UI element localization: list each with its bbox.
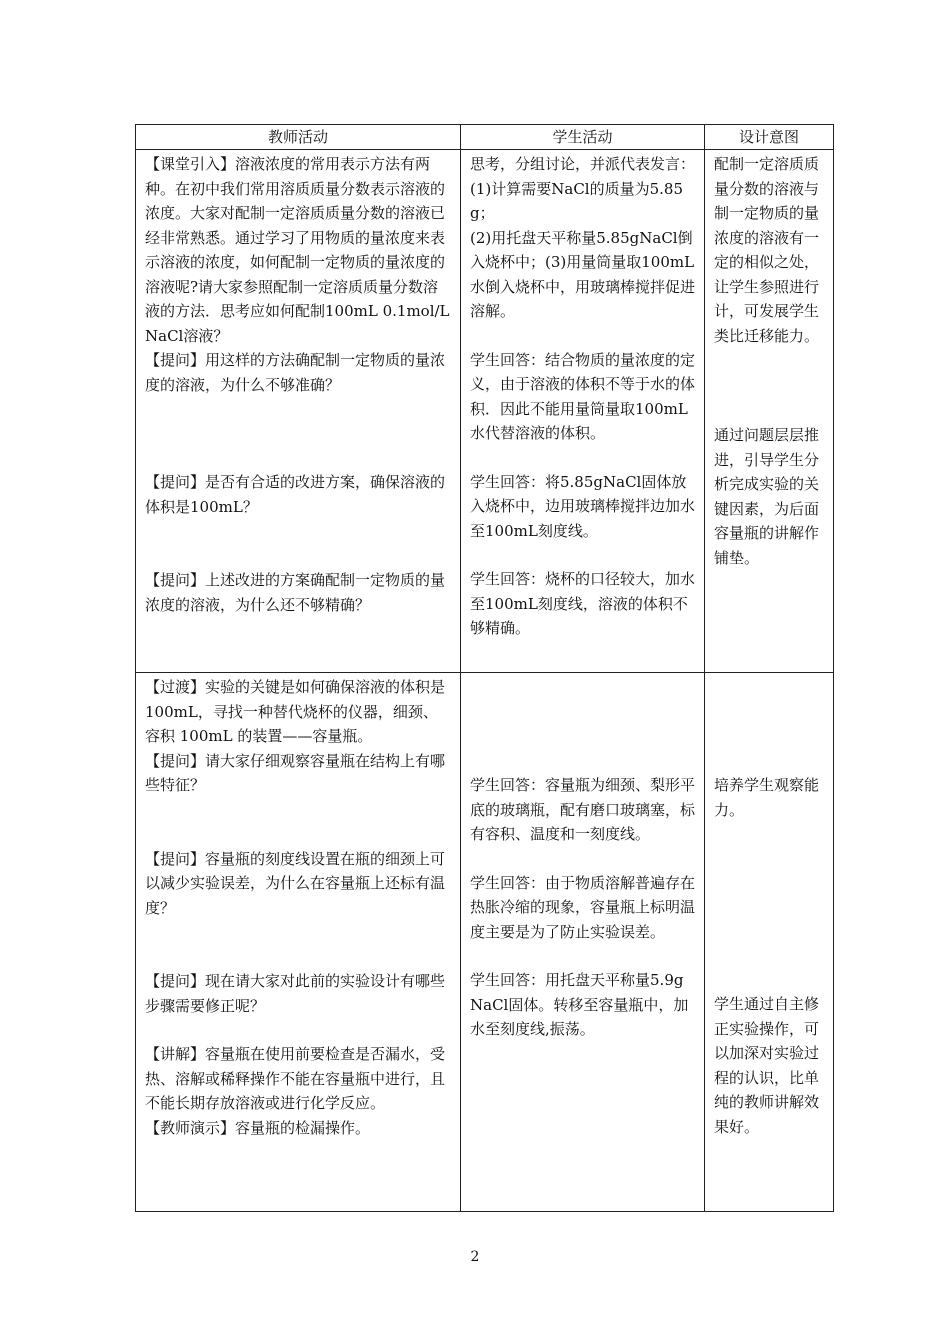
spacer bbox=[145, 519, 451, 568]
spacer bbox=[714, 675, 824, 773]
spacer bbox=[470, 446, 695, 470]
design-intent-text: 配制一定溶质质量分数的溶液与制一定物质的量浓度的溶液有一定的相似之处，让学生参照进行计，可发展学生类比迁移能力。 bbox=[714, 155, 820, 345]
student-response: (2)用托盘天平称量5.85gNaCl倒入烧杯中；(3)用量筒量取100mL水倒入烧杯中，用玻璃棒搅拌促进溶解。 bbox=[470, 228, 696, 320]
spacer bbox=[470, 543, 695, 567]
teacher-question: 【提问】是否有合适的改进方案，确保溶液的体积是100mL？ bbox=[145, 473, 446, 516]
header-student-activity: 学生活动 bbox=[461, 125, 705, 150]
table-row bbox=[136, 150, 834, 673]
spacer bbox=[714, 822, 824, 992]
spacer bbox=[470, 847, 695, 871]
student-activity-cell bbox=[461, 673, 705, 1212]
teacher-demo: 【教师演示】容量瓶的检漏操作。 bbox=[145, 1118, 371, 1137]
spacer bbox=[145, 920, 451, 969]
spacer bbox=[470, 675, 695, 773]
spacer bbox=[714, 348, 824, 423]
teacher-activity-cell bbox=[136, 150, 461, 673]
student-response: 学生回答：结合物质的量浓度的定义，由于溶液的体积不等于水的体积．因此不能用量筒量取100mL水代替溶液的体积。 bbox=[470, 350, 696, 442]
design-intent-cell bbox=[705, 150, 834, 673]
student-response: (1)计算需要NaCl的质量为5.85g； bbox=[470, 179, 683, 222]
teacher-explanation: 【讲解】容量瓶在使用前要检查是否漏水，受热、溶解或稀释操作不能在容量瓶中进行，且不能长期存放溶液或进行化学反应。 bbox=[145, 1045, 446, 1112]
table-header-row bbox=[136, 125, 834, 150]
table-row bbox=[136, 673, 834, 1212]
teacher-question: 【提问】现在请大家对此前的实验设计有哪些步骤需要修正呢？ bbox=[145, 972, 446, 1015]
student-response: 思考，分组讨论，并派代表发言： bbox=[470, 155, 696, 173]
student-response: 学生回答：烧杯的口径较大，加水至100mL刻度线，溶液的体积不够精确。 bbox=[470, 570, 696, 637]
teacher-activity-cell bbox=[136, 673, 461, 1212]
design-intent-text: 学生通过自主修正实验操作，可以加深对实验过程的认识，比单纯的教师讲解效果好。 bbox=[714, 995, 820, 1136]
teacher-question: 【提问】容量瓶的刻度线设置在瓶的细颈上可以减少实验误差，为什么在容量瓶上还标有温度？ bbox=[145, 849, 446, 917]
design-intent-text: 通过问题层层推进，引导学生分析完成实验的关键因素，为后面容量瓶的讲解作铺垫。 bbox=[714, 426, 820, 567]
student-response: 学生回答：用托盘天平称量5.9gNaCl固体。转移至容量瓶中，加水至刻度线,振荡。 bbox=[470, 971, 689, 1038]
header-teacher-activity: 教师活动 bbox=[136, 125, 461, 150]
design-intent-text: 培养学生观察能力。 bbox=[714, 776, 820, 819]
spacer bbox=[145, 798, 451, 847]
teacher-question: 【提问】请大家仔细观察容量瓶在结构上有哪些特征？ bbox=[145, 751, 446, 794]
teacher-intro: 【课堂引入】溶液浓度的常用表示方法有两种。在初中我们常用溶质质量分数表示溶液的浓度。大家对配制一定溶质质量分数的溶液已经非常熟悉。通过学习了用物质的量浓度来表示溶液的浓度，如何配制一定物质的量浓度的溶液呢?请大家参照配制一定溶质质量分数溶液的方法．思考应如何配制100mL 0.1mol/LNaCl溶液？ bbox=[145, 155, 450, 345]
student-response: 学生回答：容量瓶为细颈、梨形平底的玻璃瓶，配有磨口玻璃塞，标有容积、温度和一刻度线。 bbox=[470, 776, 696, 843]
student-response: 学生回答：由于物质溶解普遍存在热胀冷缩的现象，容量瓶上标明温度主要是为了防止实验误差。 bbox=[470, 873, 696, 941]
design-intent-cell bbox=[705, 673, 834, 1212]
student-response: 学生回答：将5.85gNaCl固体放入烧杯中，边用玻璃棒搅拌边加水至100mL刻度线。 bbox=[470, 472, 696, 540]
lesson-plan-table bbox=[135, 124, 834, 1212]
teacher-transition: 【过渡】实验的关键是如何确保溶液的体积是 100mL，寻找一种替代烧杯的仪器，细颈、容积 100mL 的装置——容量瓶。 bbox=[145, 678, 446, 745]
teacher-question: 【提问】用这样的方法确配制一定物质的量浓度的溶液，为什么不够准确？ bbox=[145, 351, 446, 394]
spacer bbox=[470, 944, 695, 968]
spacer bbox=[145, 397, 451, 470]
page-number: 2 bbox=[470, 1249, 480, 1265]
spacer bbox=[470, 324, 695, 348]
header-design-intent: 设计意图 bbox=[705, 125, 834, 150]
spacer bbox=[145, 1018, 451, 1042]
teacher-question: 【提问】上述改进的方案确配制一定物质的量浓度的溶液，为什么还不够精确？ bbox=[145, 571, 446, 614]
student-activity-cell bbox=[461, 150, 705, 673]
